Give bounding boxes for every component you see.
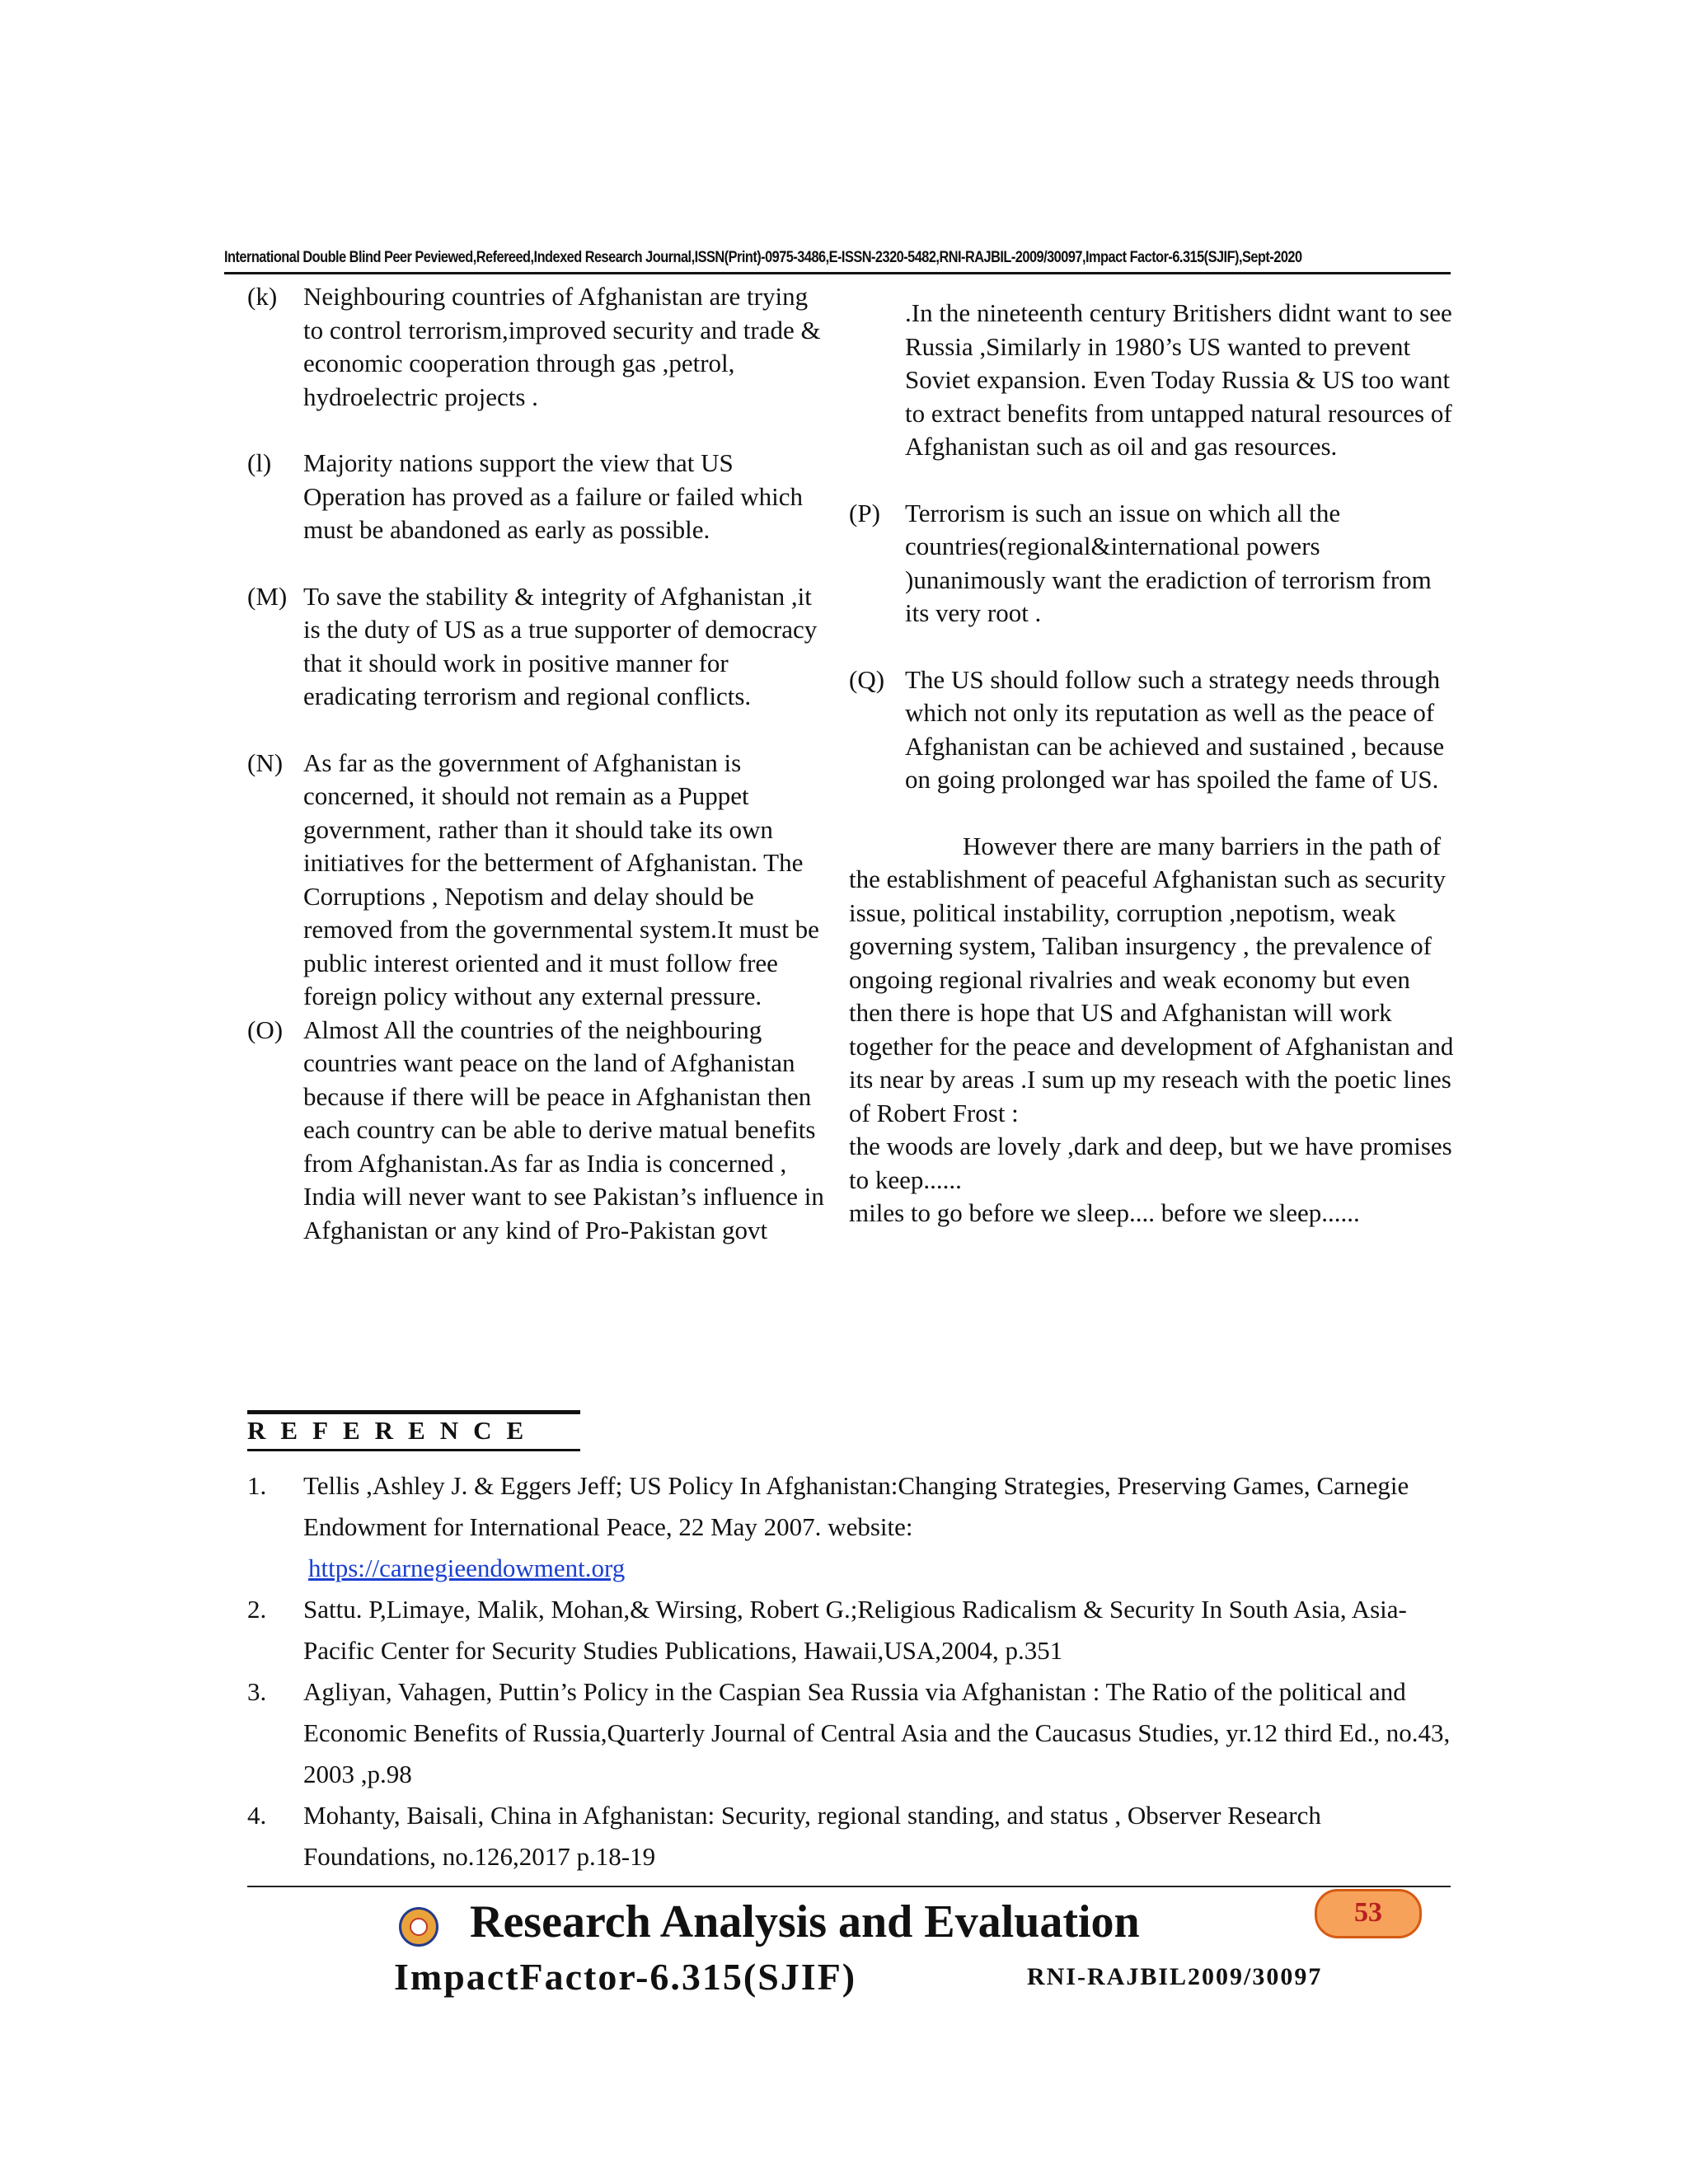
footer-rule [247,1886,1451,1887]
item-text: The US should follow such a strategy needs through which not only its reputation as well as the peace of Afghanistan can be achieved and sustained , because on going prolonged war has spoiled the fame of US. [905,664,1445,794]
item-label: (N) [247,748,284,777]
header-rule [224,272,1451,274]
reference-number: 3. [247,1677,267,1706]
item-text: To save the stability & integrity of Afghanistan ,it is the duty of US as a true supporter of democracy that it should work in positive manner for eradicating terrorism and regional conflicts. [303,581,818,710]
journal-name: Research Analysis and Evaluation [470,1896,1140,1947]
item-label: (M) [247,581,288,611]
item-label: (O) [247,1015,284,1044]
reference-text: Mohanty, Baisali, China in Afghanistan: Security, regional standing, and status , Observer Research Foundations, no.126,2017 p.18-19 [303,1801,1321,1871]
right-column [849,297,1455,1230]
list-item-p [849,497,1455,630]
journal-header: International Double Blind Peer Peviewed,Refereed,Indexed Research Journal,ISSN(Print)-0975-3486,E-ISSN-2320-5482,RNI-RAJBIL-2009/30097,Impact Factor-6.315(SJIF),Sept-2020 [224,249,1302,266]
left-column [247,280,832,1247]
continuation-text: .In the nineteenth century Britishers didnt want to see Russia ,Similarly in 1980’s US wanted to prevent Soviet expansion. Even Today Russia & US too want to extract benefits from untapped natural resources of Afghanistan such as oil and gas resources. [905,298,1452,461]
continuation-paragraph [849,297,1455,464]
item-label: (P) [849,498,880,527]
journal-logo-icon [399,1907,438,1947]
item-label: (l) [247,448,272,477]
reference-list [247,1465,1455,1877]
list-item-q [849,663,1455,797]
reference-heading: REFERENCE [247,1416,539,1445]
item-text: Majority nations support the view that US Operation has proved as a failure or failed which must be abandoned as early as possible. [303,448,803,544]
poem-line-1: the woods are lovely ,dark and deep, but we have promises to keep...... [849,1132,1452,1194]
reference-text: Agliyan, Vahagen, Puttin’s Policy in the Caspian Sea Russia via Afghanistan : The Ratio of the political and Economic Benefits of Russia,Quarterly Journal of Central Asia and the Caucasus Studies, yr.12 third Ed., no.43, 2003 ,p.98 [303,1677,1451,1788]
list-item-k [247,280,832,414]
reference-item [247,1671,1455,1795]
reference-item [247,1465,1455,1589]
conclusion-paragraph: However there are many barriers in the path of the establishment of peaceful Afghanistan such as security issue, political instability, corruption ,nepotism, weak governing system, Taliban insurgency , the prevalence of ongoing regional rivalries and weak economy but even then there is hope that US and Afghanistan will work together for the peace and development of Afghanistan and its near by areas .I sum up my reseach with the poetic lines of Robert Frost : [849,831,1454,1127]
item-label: (Q) [849,664,885,694]
page-number-badge: 53 [1315,1889,1422,1938]
reference-item [247,1795,1455,1877]
list-item-l [247,447,832,547]
item-label: (k) [247,282,278,311]
item-text: Almost All the countries of the neighbouring countries want peace on the land of Afghanistan because if there will be peace in Afghanistan then each country can be able to derive matual benefits from Afghanistan.As far as India is concerned , India will never want to see Pakistan’s influence in Afghanistan or any kind of Pro-Pakistan govt [303,1015,824,1244]
reference-text: Tellis ,Ashley J. & Eggers Jeff; US Policy In Afghanistan:Changing Strategies, Preserving Games, Carnegie Endowment for International Peace, 22 May 2007. website: [303,1471,1409,1541]
reference-text: Sattu. P,Limaye, Malik, Mohan,& Wirsing, Robert G.;Religious Radicalism & Security In South Asia, Asia- Pacific Center for Security Studies Publications, Hawaii,USA,2004, p.351 [303,1595,1407,1665]
reference-number: 2. [247,1595,267,1624]
list-item-m [247,580,832,714]
reference-rule-top [247,1410,580,1414]
list-item-n [247,747,832,1014]
reference-number: 4. [247,1801,267,1830]
list-item-o [247,1014,832,1248]
item-text: Terrorism is such an issue on which all the countries(regional&international powers )unanimously want the eradiction of terrorism from its very root . [905,498,1432,627]
poem-line-2: miles to go before we sleep.... before we sleep...... [849,1198,1360,1227]
reference-rule-bottom [247,1449,580,1451]
item-text: Neighbouring countries of Afghanistan are trying to control terrorism,improved security and trade & economic cooperation through gas ,petrol, hydroelectric projects . [303,282,821,411]
rni-number: RNI-RAJBIL2009/30097 [1027,1963,1323,1990]
impact-factor: ImpactFactor-6.315(SJIF) [394,1956,857,1998]
reference-item [247,1589,1455,1671]
item-text: As far as the government of Afghanistan is concerned, it should not remain as a Puppet government, rather than it should take its own initiatives for the betterment of Afghanistan. The Corruptions , Nepotism and delay should be removed from the governmental system.It must be public interest oriented and it must follow free foreign policy without any external pressure. [303,748,819,1010]
reference-link[interactable]: https://carnegieendowment.org [308,1554,626,1582]
reference-number: 1. [247,1471,267,1500]
